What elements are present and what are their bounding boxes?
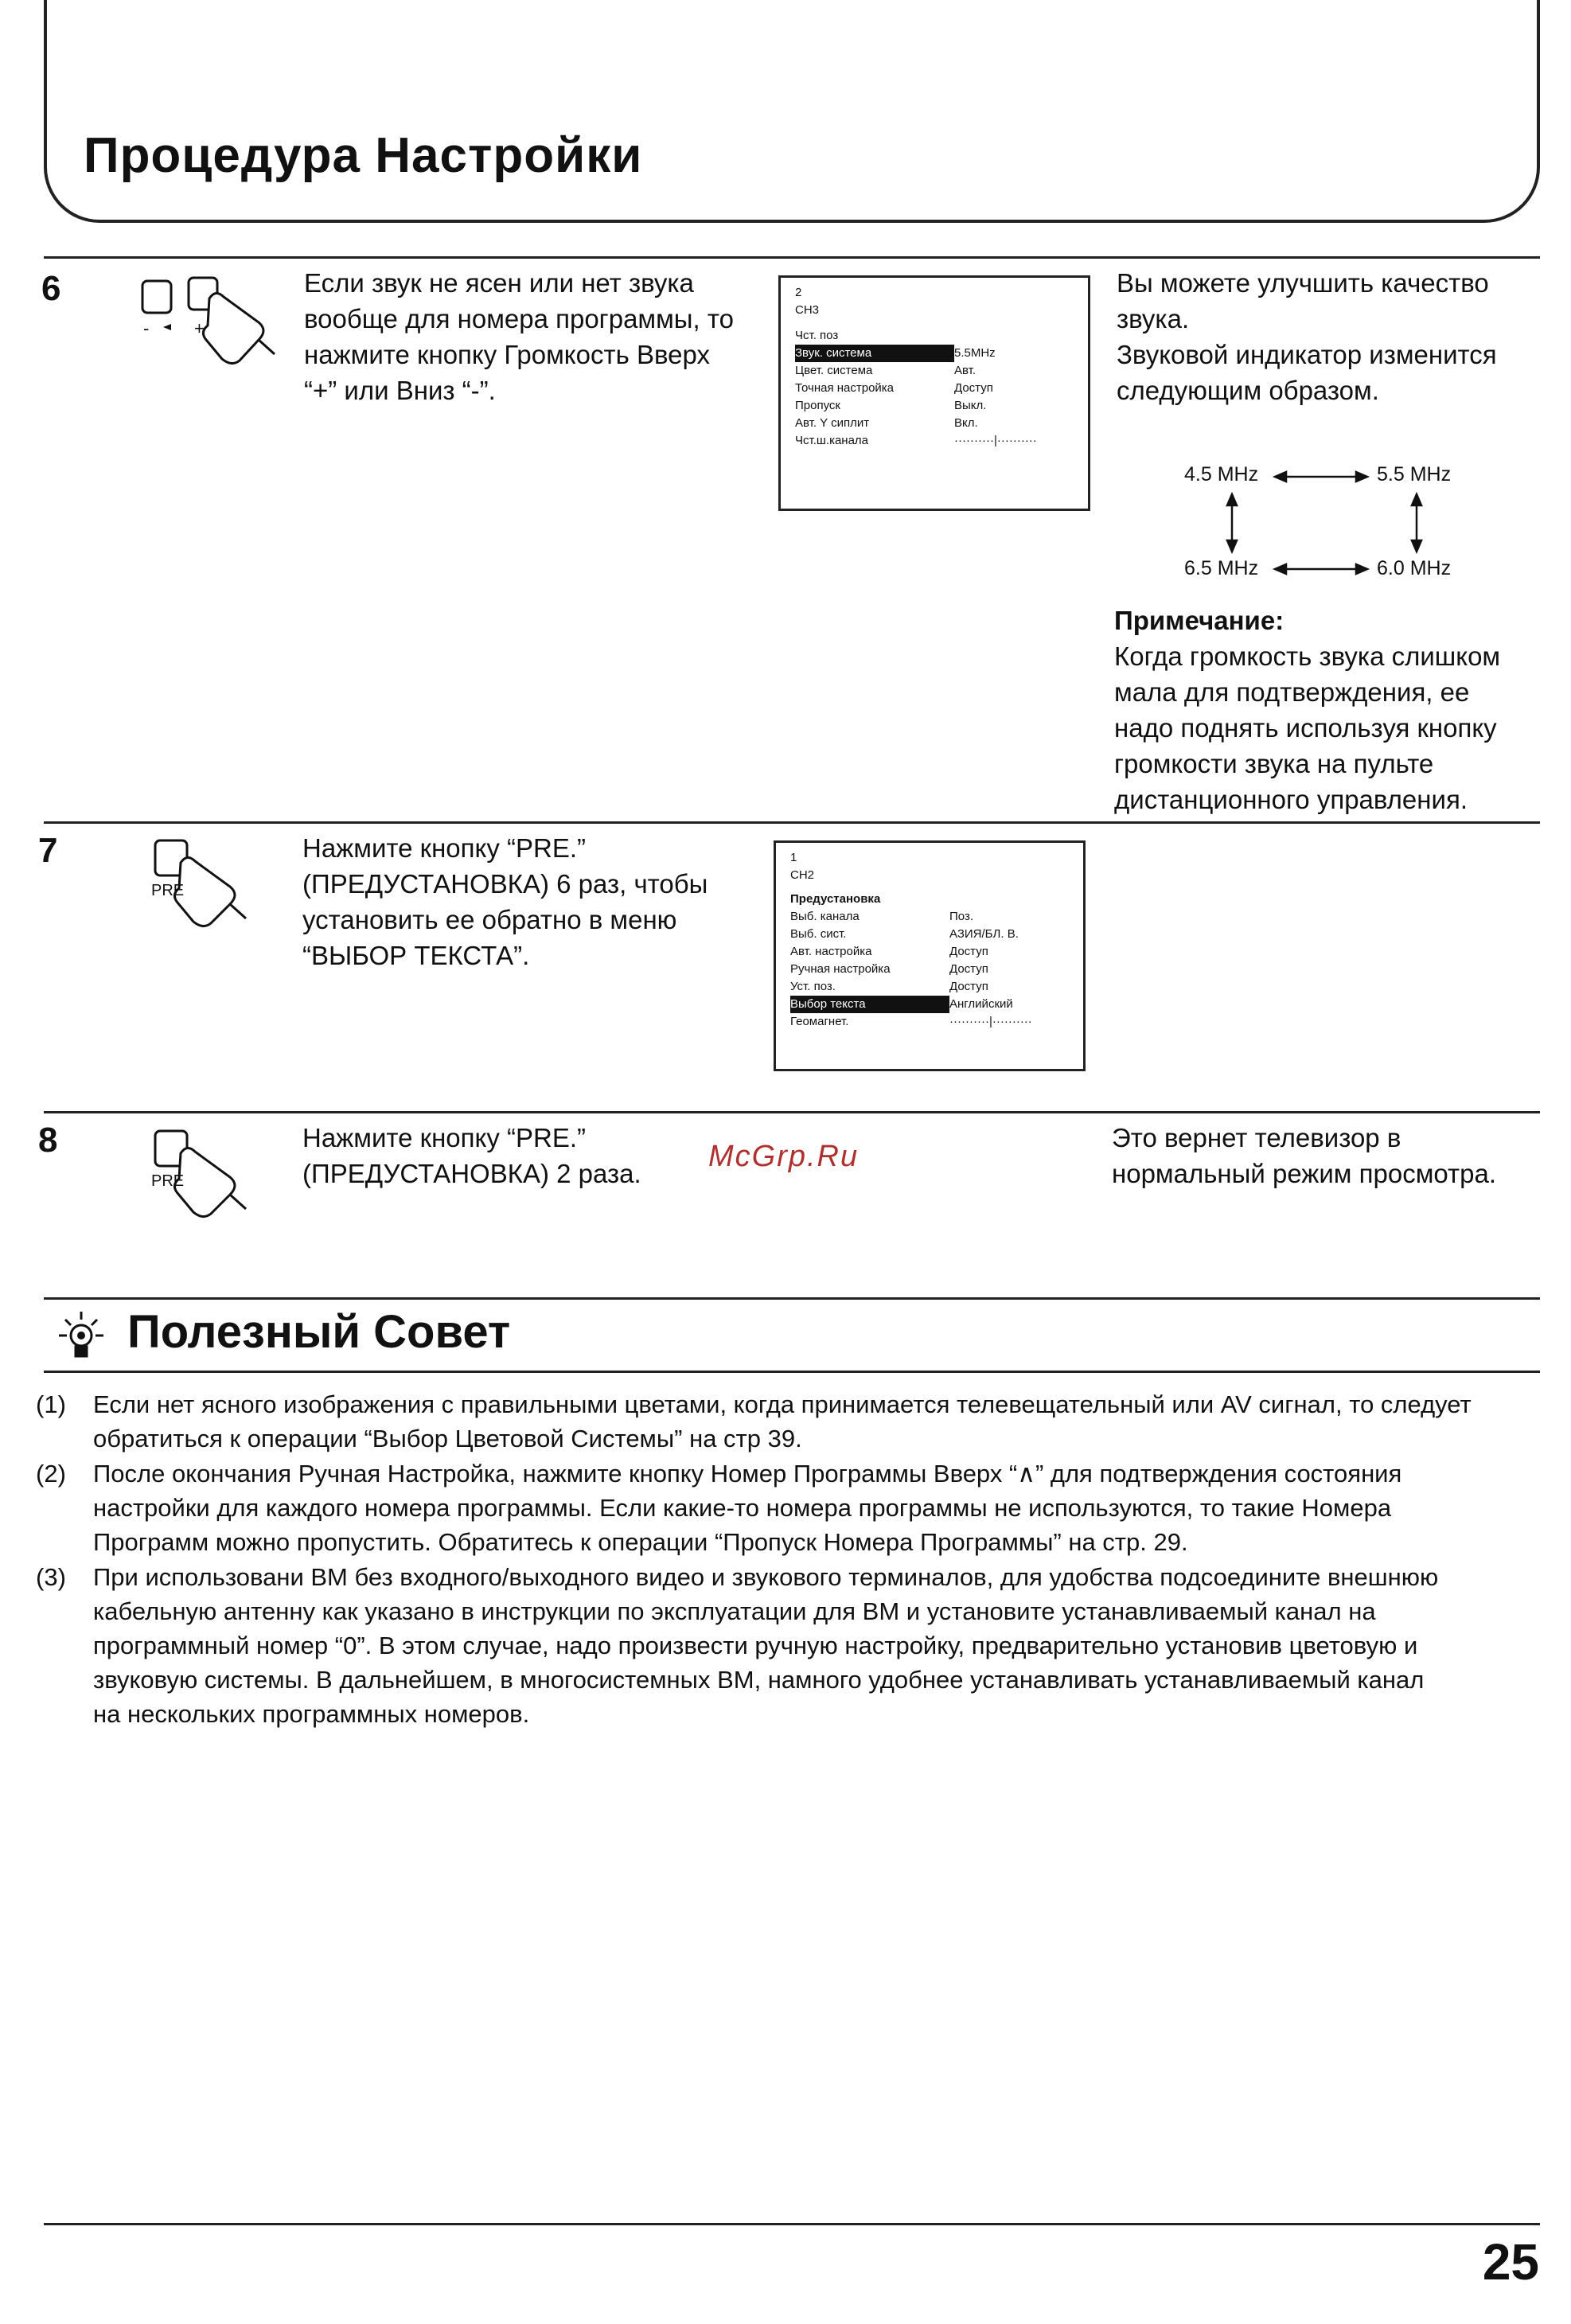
step-number: 7 [38, 831, 58, 870]
divider [44, 1111, 1540, 1113]
note-block: Примечание: Когда громкость звука слишком мала для подтверждения, ее надо поднять используя кнопку громкости звука на пульте дистанционного управления. [1114, 606, 1501, 814]
tip-item: (3) При использовани ВМ без входного/выходного видео и звукового терминалов, для удобства подсоедините внешнюю кабельную антенну как указано в инструкции по эксплуатации для ВМ и установите устанавливаемый канал на программный номер “0”. В этом случае, надо произвести ручную настройку, предварительно установив цветовую и звуковую системы. В дальнейшем, в многосистемных ВМ, намного удобнее устанавливать устанавливаемый канал на нескольких программных номеров. [36, 1563, 1439, 1728]
pre-label: PRE [151, 882, 185, 899]
volume-buttons-icon [139, 267, 283, 370]
watermark: McGrp.Ru [708, 1140, 860, 1173]
tips-title: Полезный Совет [127, 1306, 511, 1358]
minus-label: - [143, 318, 150, 338]
step-text: Если звук не ясен или нет звука вообще для номера программы, то нажмите кнопку Громкость Вверх “+” или Вниз “-”. [304, 268, 734, 405]
page-number: 25 [1482, 2233, 1539, 2291]
pre-label: PRE [151, 1172, 185, 1190]
tip-item: (2) После окончания Ручная Настройка, нажмите кнопку Номер Программы Вверх “∧” для подтверждения состояния настройки для каждого номера программы. Если какие-то номера программы не используются, то такие Номера Программ можно пропустить. Обратитесь к операции “Пропуск Номера Программы” на стр. 29. [36, 1460, 1402, 1556]
lightbulb-icon [49, 1305, 113, 1369]
divider [44, 1297, 1540, 1300]
freq-label: 5.5 MHz [1377, 463, 1452, 485]
divider [44, 1371, 1540, 1373]
step-number: 6 [41, 269, 61, 308]
step-text: Нажмите кнопку “PRE.” (ПРЕДУСТАНОВКА) 2 раза. [302, 1123, 641, 1188]
footer-divider [44, 2223, 1540, 2225]
osd-screen: 2 CH3 Чст. поз Звук. система 5.5MHz Цвет. система Авт. Точная настройка Доступ Пропуск Выкл. Авт. Y сиплит Вкл. Чст.ш.канала ··········|·········· [778, 275, 1090, 511]
divider [44, 256, 1540, 259]
freq-label: 4.5 MHz [1184, 463, 1259, 485]
step-note-text: Вы можете улучшить качество звука. Звуковой индикатор изменится следующим образом. [1117, 268, 1497, 405]
divider [44, 821, 1540, 824]
osd-screen: 1 CH2 Предустановка Выб. канала Поз. Выб. сист. АЗИЯ/БЛ. В. Авт. настройка Доступ Ручная настройка Доступ Уст. поз. Доступ Выбор текста Английский Геомагнет. ··········|·········· [774, 840, 1086, 1071]
tip-item: (1) Если нет ясного изображения с правильными цветами, когда принимается телевещательный или AV сигнал, то следует обратиться к операции “Выбор Цветовой Системы” на стр 39. [36, 1390, 1472, 1452]
plus-label: + [194, 318, 205, 338]
frequency-cycle-arrows [1194, 466, 1448, 577]
freq-label: 6.0 MHz [1377, 557, 1452, 579]
header-frame [44, 0, 1540, 223]
step-number: 8 [38, 1121, 58, 1160]
freq-label: 6.5 MHz [1184, 557, 1259, 579]
step-text: Нажмите кнопку “PRE.” (ПРЕДУСТАНОВКА) 6 раз, чтобы установить ее обратно в меню “ВЫБОР ТЕКСТА”. [302, 833, 708, 970]
page-title: Процедура Настройки [84, 128, 643, 183]
step-note-text: Это вернет телевизор в нормальный режим просмотра. [1112, 1123, 1497, 1188]
